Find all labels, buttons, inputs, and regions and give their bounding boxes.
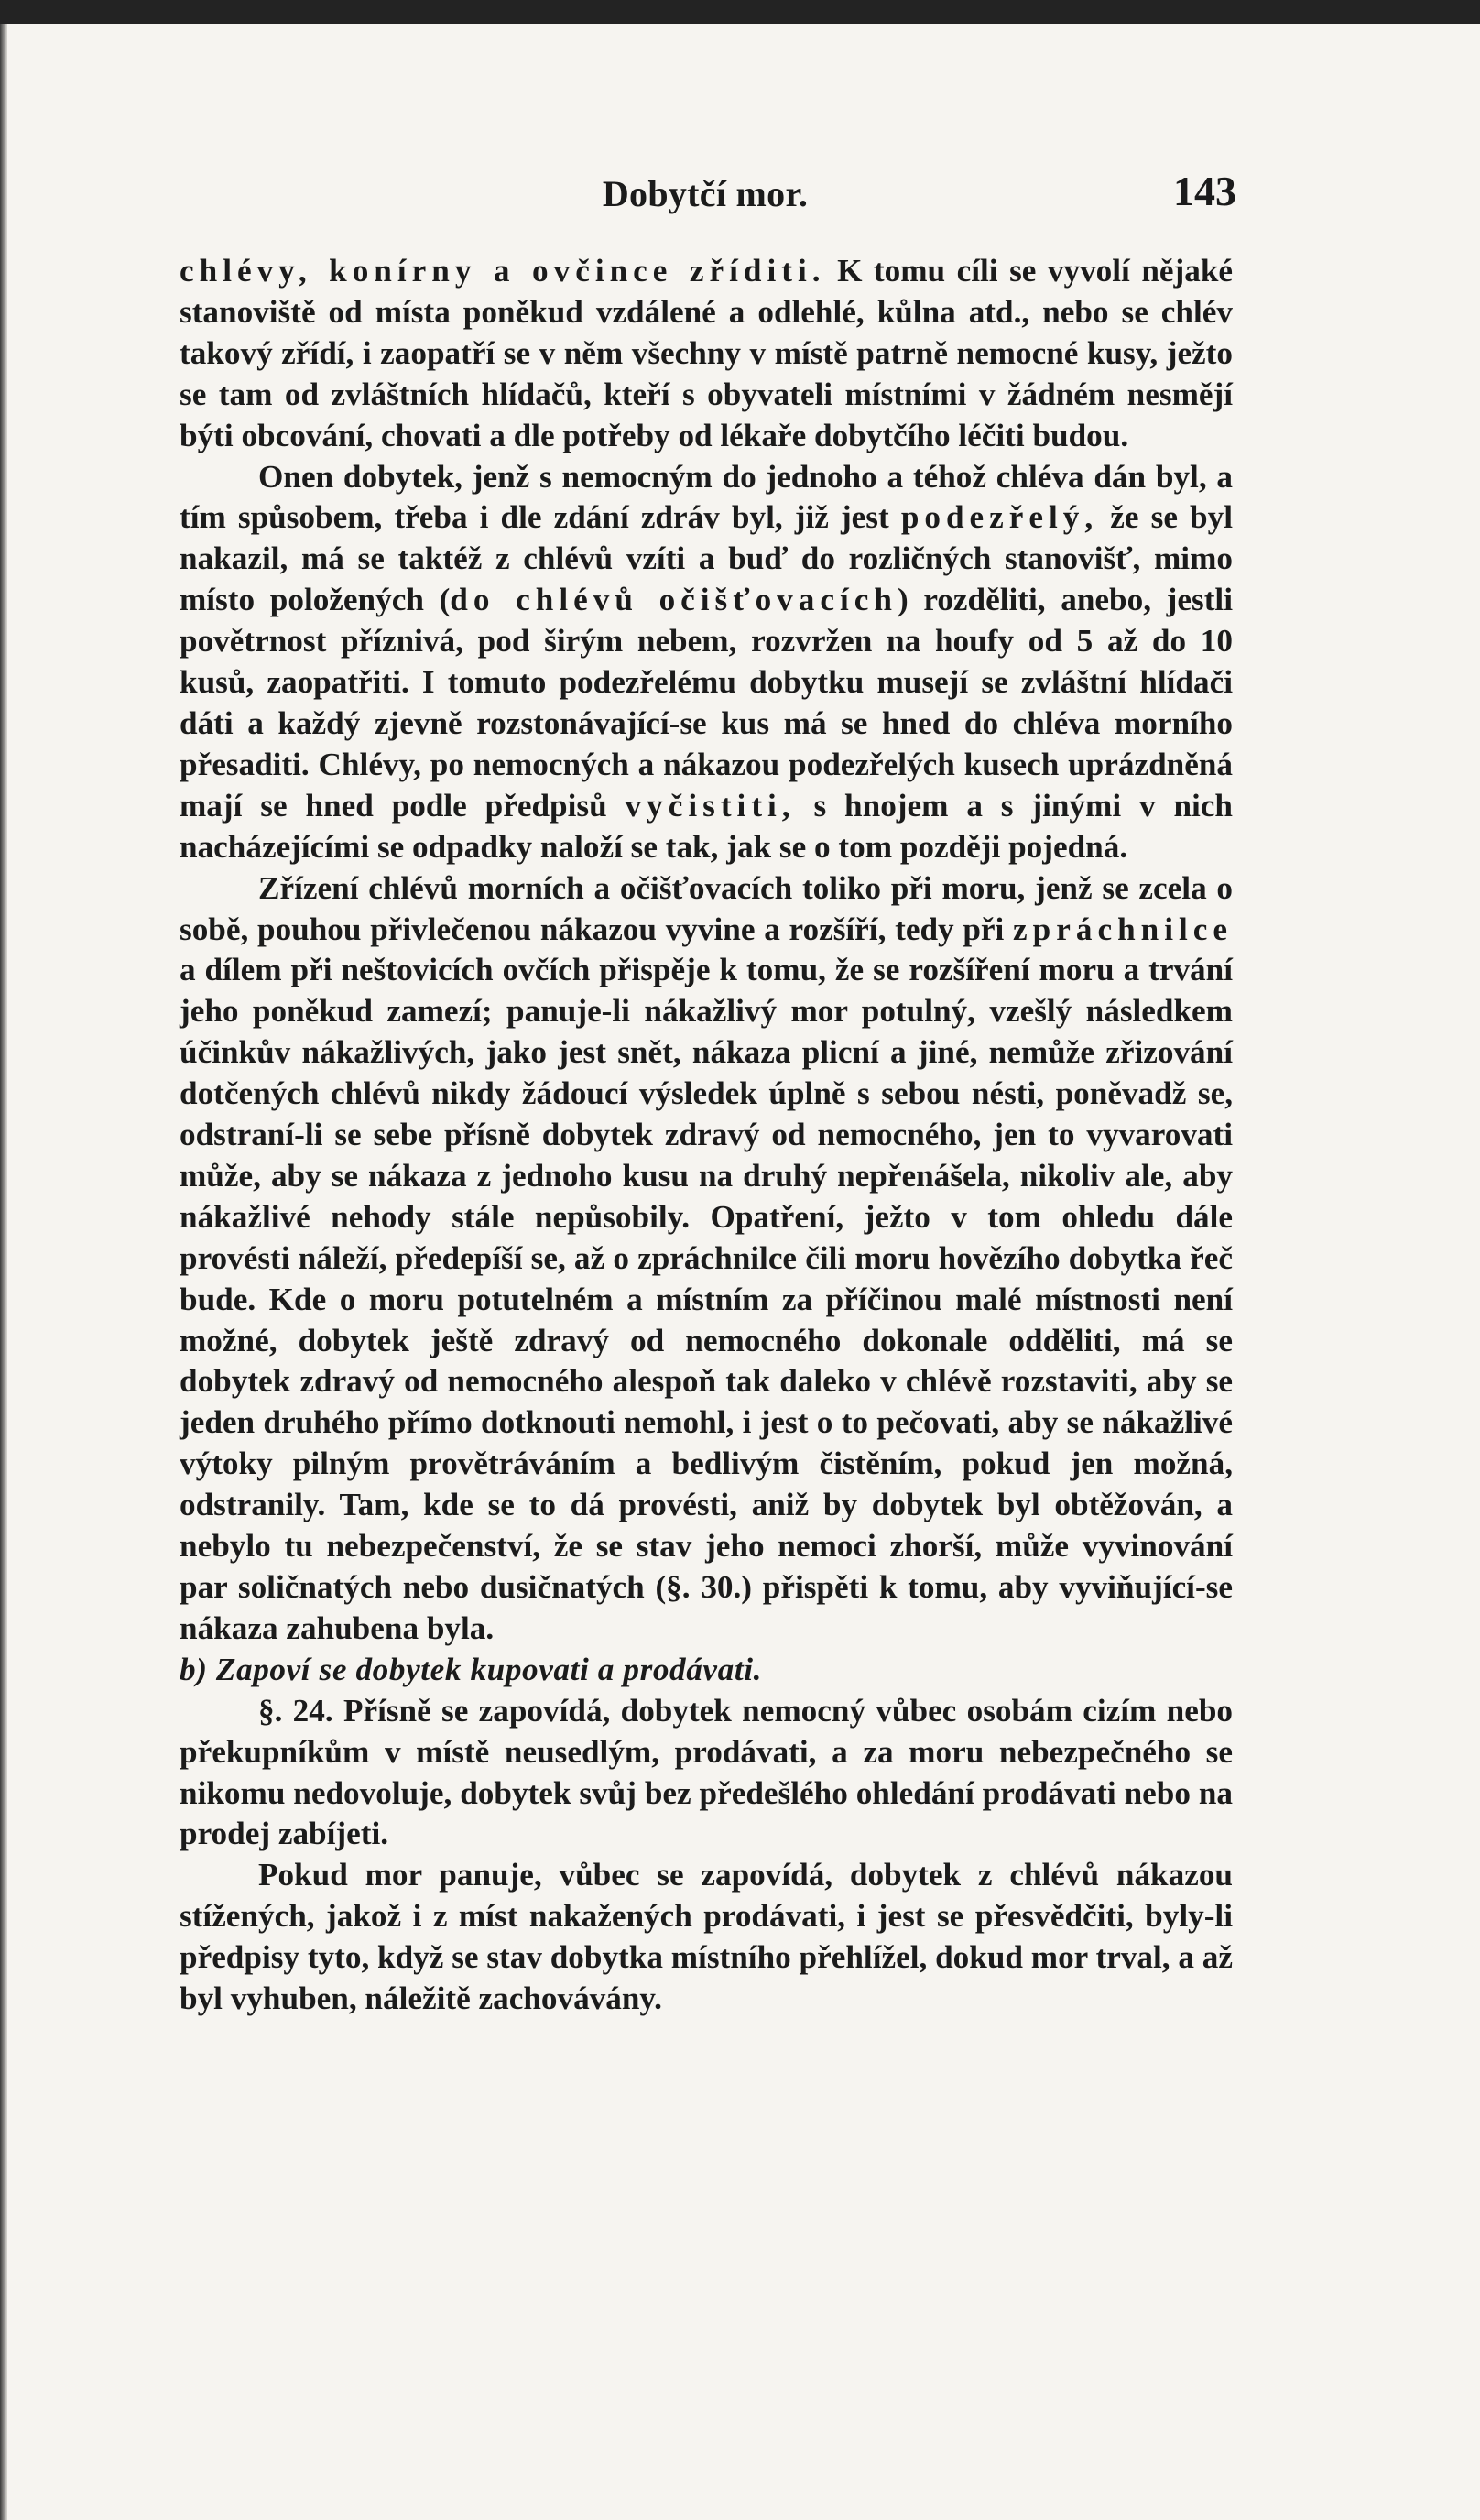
scan-left-edge — [0, 24, 7, 2520]
page-number: 143 — [1173, 168, 1236, 214]
page-header — [174, 168, 1236, 218]
paragraph-text: Onen dobytek, jenž s nemocným do jednoho a téhož chléva dán byl, a tím spůsobem, třeba i dle zdání zdráv byl, již jest — [180, 458, 1233, 536]
spaced-phrase: chlévy, konírny a ovčince zříditi. — [180, 253, 826, 289]
spaced-phrase: vyčistiti, — [625, 787, 796, 824]
paragraph-text: K tomu cíli se vyvolí nějaké stanoviště od místa poněkud vzdálené a odlehlé, kůlna atd., nebo se chlév takový zřídí, i zaopatří se v něm všechny v místě patrně nemocné kusy, ježto se tam od zvláštních hlídačů, kteří s obyvateli místními v žádném nesmějí býti obcování, chovati a dle potřeby od lékaře dobytčího léčiti budou. — [180, 253, 1234, 453]
paragraph-5: Pokud mor panuje, vůbec se zapovídá, dobytek z chlévů nákazou stížených, jakož i z míst nakažených prodávati, i jest se přesvědčiti, byly-li předpisy tyto, když se stav dobytka místního přehlížel, dokud mor trval, a až byl vyhuben, náležitě zachovávány. — [180, 1857, 1233, 2017]
scan-top-edge — [0, 0, 1480, 24]
spaced-phrase: do chlévů očišťovacích — [450, 582, 898, 618]
paragraph-text: a dílem při neštovicích ovčích přispěje k tomu, že se rozšíření moru a trvání jeho poněkud zamezí; panuje-li nákažlivý mor potulný, vzešlý následkem účinkův nákažlivých, jako jest snět, nákaza plicní a jiné, nemůže zřizování dotčených chlévů nikdy žádoucí výsledek úplně s sebou nésti, poněvadž se, odstraní-li se sebe přísně dobytek zdravý od nemocného, jen to vyvarovati může, aby se nákaza z jednoho kusu na druhý nepřenášela, nikoliv ale, aby nákažlivé nehody stále nepůsobily. Opatření, ježto v tom ohledu dále provésti náleží, předepíší se, až o zpráchnilce čili moru hovězího dobytka řeč bude. Kde o moru potutelném a místním za příčinou malé místnosti není možné, dobytek ještě zdravý od nemocného dokonale odděliti, má se dobytek zdravý od nemocného alespoň tak daleko v chlévě rozstaviti, aby se jeden druhého přímo dotknouti nemohl, i jest o to pečovati, aby se nákažlivé výtoky pilným provětráváním a bedlivým čistěním, pokud jen možná, odstranily. Tam, kde se to dá provésti, aniž by dobytek byl obtěžován, a nebylo tu nebezpečenství, že se stav jeho nemoci zhorší, může vyvinování par soličnatých nebo dusičnatých (§. 30.) přispěti k tomu, aby vyviňující-se nákaza zahubena byla. — [180, 952, 1233, 1646]
paragraph-text: s hnojem a s jinými v nich nacházejícími se odpadky naloží se tak, jak se o tom později pojedná. — [180, 787, 1233, 865]
paragraph-text: ) rozděliti, anebo, jestli povětrnost příznivá, pod širým nebem, rozvržen na houfy od 5 až do 10 kusů, zaopatřiti. I tomuto podezřelému dobytku musejí se zvláštní hlídači dáti a každý zjevně rozstonávající-se kus má se hned do chléva morního přesaditi. Chlévy, po nemocných a nákazou podezřelých kusech uprázdněná mají se hned podle předpisů — [180, 582, 1233, 824]
paragraph-4: §. 24. Přísně se zapovídá, dobytek nemocný vůbec osobám cizím nebo překupníkům v místě neusedlým, prodávati, a za moru nebezpečného se nikomu nedovoluje, dobytek svůj bez předešlého ohledání prodávati nebo na prodej zabíjeti. — [180, 1692, 1233, 1852]
paragraph-text: Zřízení chlévů morních a očišťovacích toliko při moru, jenž se zcela o sobě, pouhou přivlečenou nákazou vyvine a rozšíří, tedy při — [180, 869, 1233, 947]
section-subheading: b) Zapoví se dobytek kupovati a prodávati. — [180, 1651, 762, 1687]
body-text — [180, 251, 1233, 2020]
paragraph-2 — [180, 457, 1233, 868]
paragraph-1 — [180, 251, 1233, 457]
running-title: Dobytčí mor. — [602, 173, 809, 214]
spaced-phrase: zpráchnilce — [1013, 911, 1233, 947]
paragraph-text: že se byl nakazil, má se taktéž z chlévů vzíti a buď do rozličných stanovišť, mimo místo položených ( — [180, 499, 1233, 618]
paragraph-3 — [180, 868, 1233, 1650]
spaced-phrase: podezřelý, — [900, 499, 1099, 536]
